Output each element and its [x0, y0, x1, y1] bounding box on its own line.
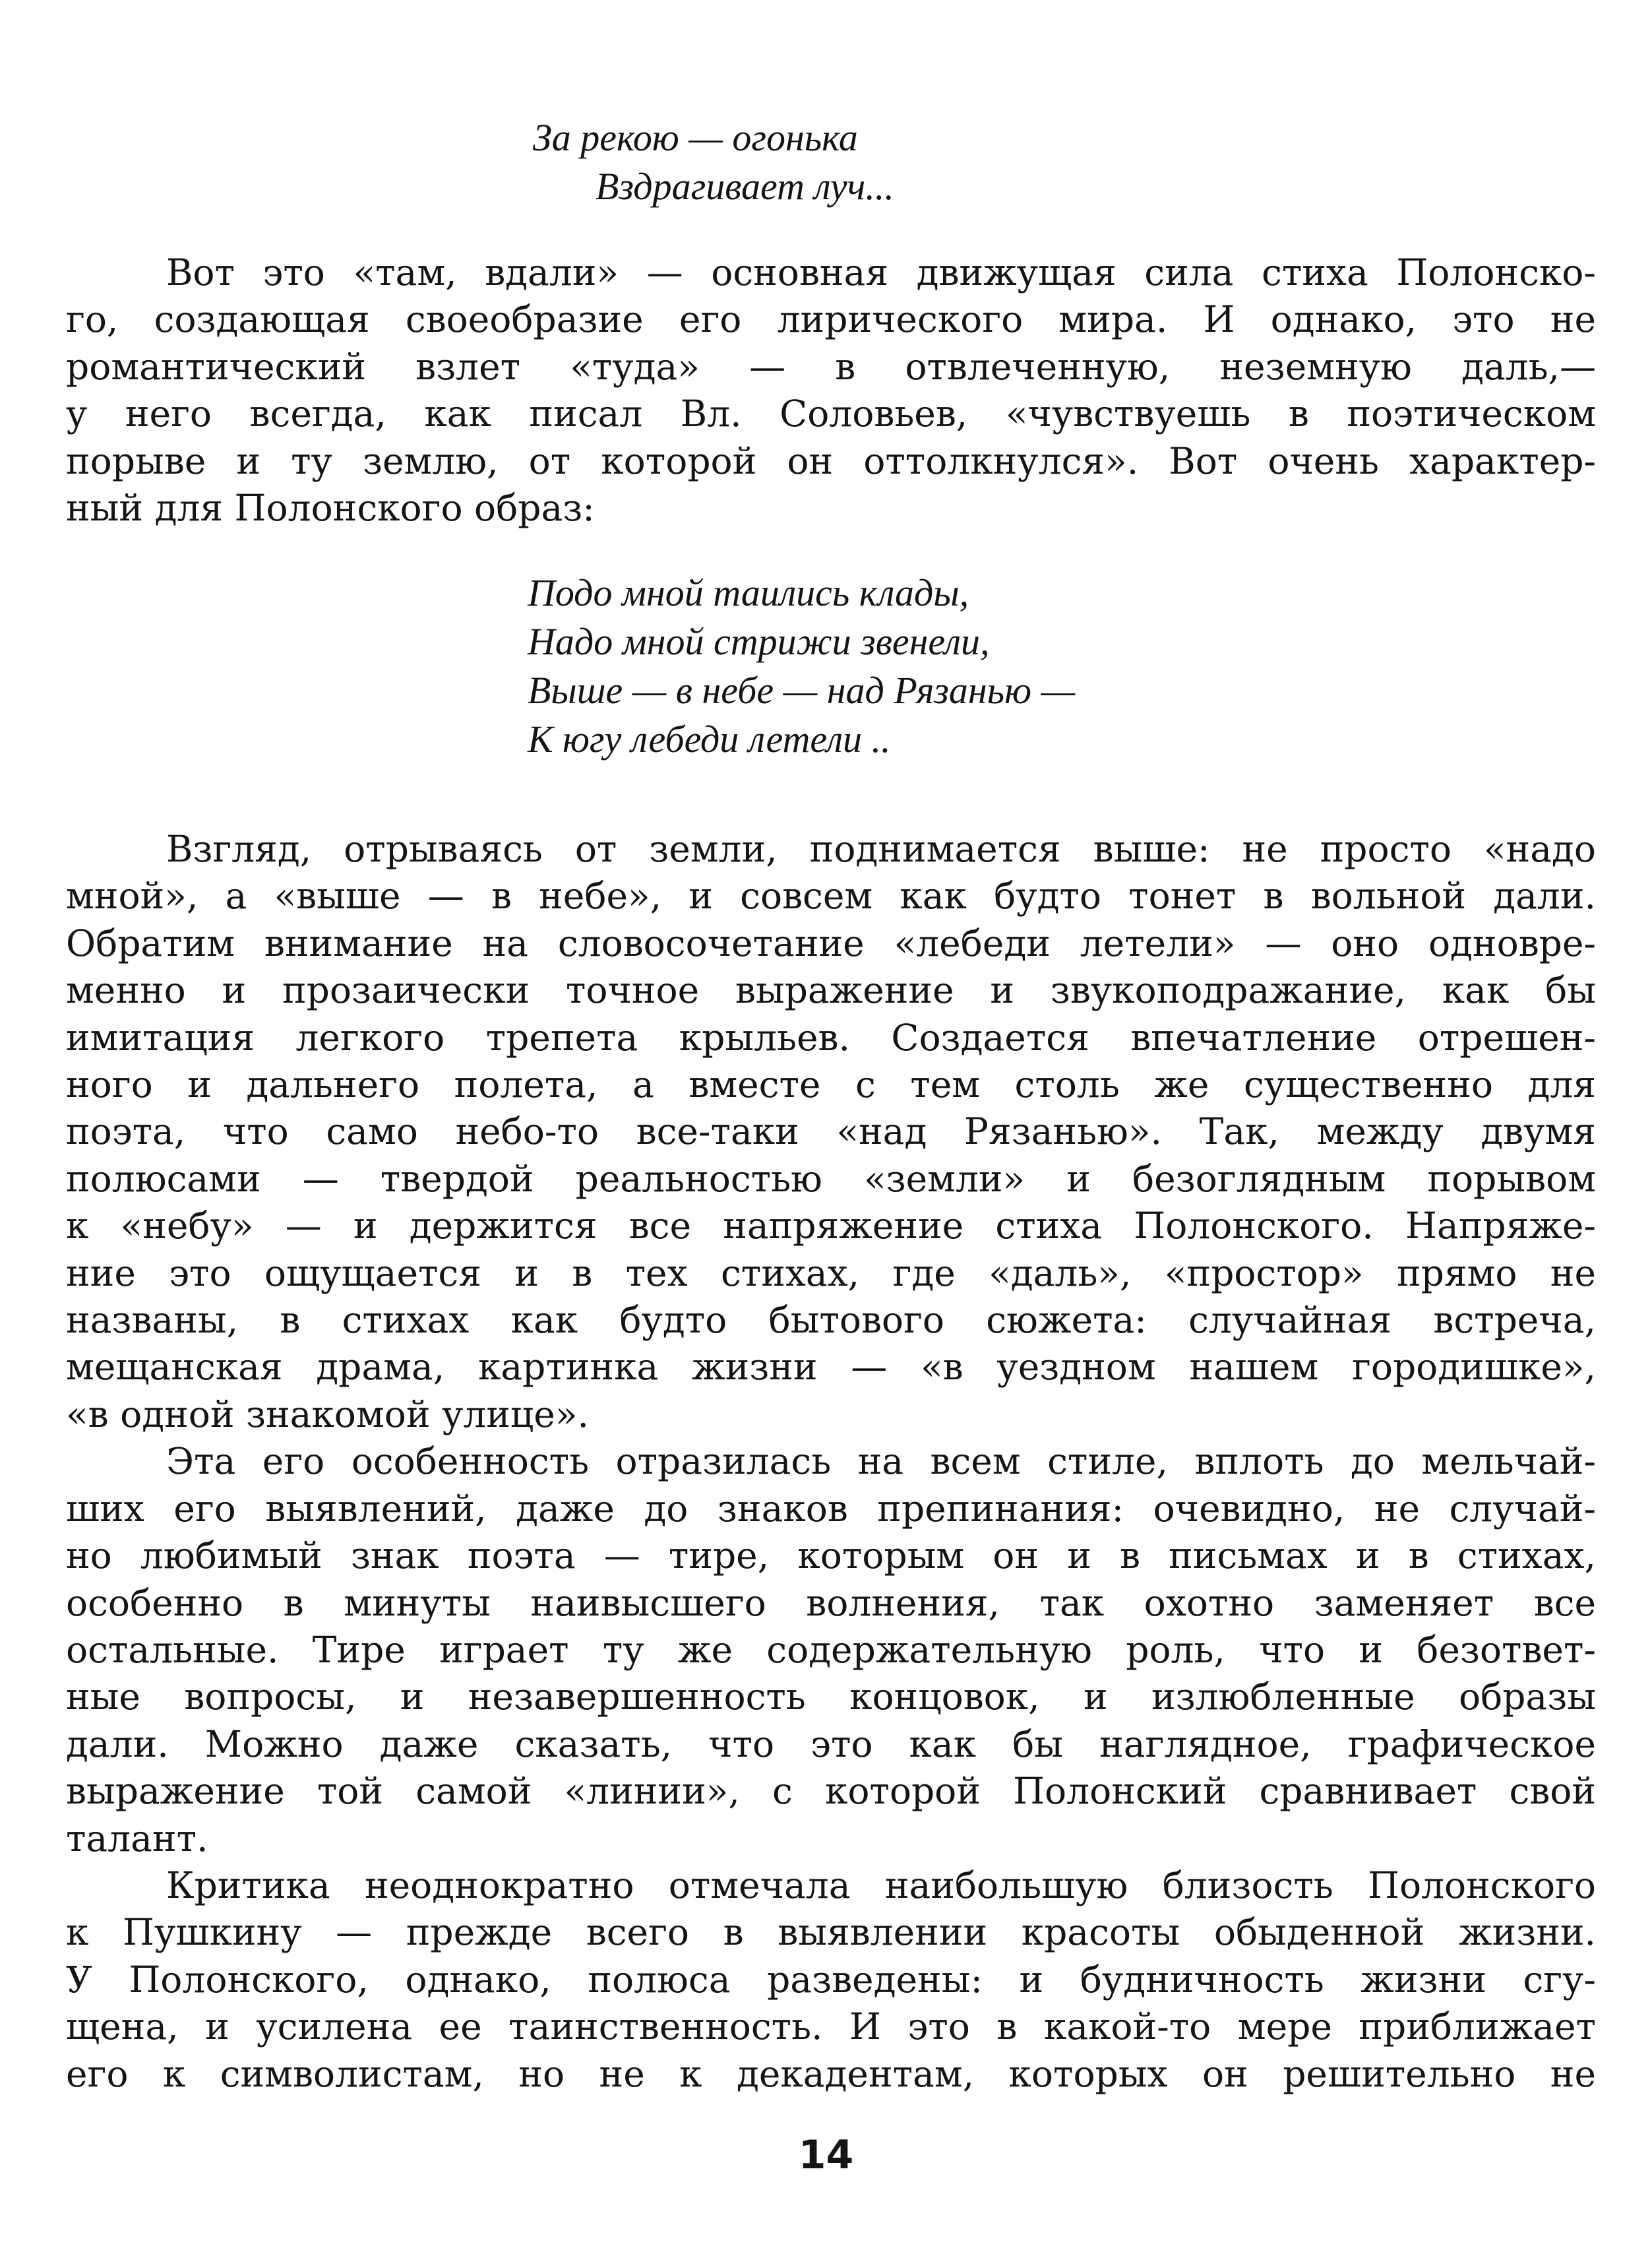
text-line: мещанская драма, картинка жизни — «в уездном нашем городишке»,: [66, 1346, 1596, 1389]
text-line: щена, и усилена ее таинственность. И это в какой-то мере приближает: [66, 2005, 1596, 2048]
text-line: Критика неоднократно отмечала наибольшую близость Полонского: [166, 1864, 1596, 1906]
text-line: талант.: [66, 1817, 208, 1860]
text-block-top: [66, 249, 1596, 532]
text-line: У Полонского, однако, полюса разведены: и будничность жизни сгу-: [66, 1958, 1596, 2001]
text-line: у него всегда, как писал Вл. Соловьев, «чувствуешь в поэтическом: [66, 392, 1596, 435]
text-line: но любимый знак поэта — тире, которым он и в письмах и в стихах,: [66, 1534, 1596, 1577]
text-line: поэта, что само небо-то все-таки «над Рязанью». Так, между двумя: [66, 1110, 1596, 1153]
text-line: Эта его особенность отразилась на всем стиле, вплоть до мельчай-: [166, 1440, 1596, 1483]
text-line: названы, в стихах как будто бытового сюжета: случайная встреча,: [66, 1299, 1596, 1342]
text-line: ших его выявлений, даже до знаков препинания: очевидно, не случай-: [66, 1487, 1596, 1530]
page-number: 14: [798, 2132, 854, 2178]
text-line: ные вопросы, и незавершенность концовок, и излюбленные образы: [66, 1676, 1596, 1718]
text-line: романтический взлет «туда» — в отвлеченную, неземную даль,—: [66, 345, 1596, 388]
text-block-main: [66, 826, 1596, 2098]
text-line: выражение той самой «линии», с которой Полонский сравнивает свой: [66, 1770, 1596, 1813]
text-line: ного и дальнего полета, а вместе с тем столь же существенно для: [66, 1063, 1596, 1106]
text-line: полюсами — твердой реальностью «земли» и безоглядным порывом: [66, 1157, 1596, 1200]
verse-line: Подо мной таились клады,: [528, 571, 969, 614]
paragraph-3: [66, 1438, 1596, 1862]
text-line: дали. Можно даже сказать, что это как бы наглядное, графическое: [66, 1722, 1596, 1765]
text-line: Обратим внимание на словосочетание «лебеди летели» — оно одновре-: [66, 922, 1596, 964]
paragraph-1: [66, 249, 1596, 532]
text-line: к «небу» — и держится все напряжение стиха Полонского. Напряже-: [66, 1205, 1596, 1247]
text-line: особенно в минуты наивысшего волнения, так охотно заменяет все: [66, 1581, 1596, 1624]
quoted-verse: [528, 569, 1075, 764]
verse-line: Надо мной стрижи звенели,: [528, 620, 990, 663]
text-line: его к символистам, но не к декадентам, которых он решительно не: [66, 2052, 1596, 2095]
text-line: Взгляд, отрываясь от земли, поднимается выше: не просто «надо: [166, 828, 1596, 870]
text-line: менно и прозаически точное выражение и звукоподражание, как бы: [66, 969, 1596, 1012]
verse-line: К югу лебеди летели ..: [528, 718, 891, 761]
text-line: ние это ощущается и в тех стихах, где «даль», «простор» прямо не: [66, 1251, 1596, 1294]
text-line: Вот это «там, вдали» — основная движущая сила стиха Полонско-: [166, 251, 1596, 294]
paragraph-2: [66, 826, 1596, 1438]
text-line: имитация легкого трепета крыльев. Создается впечатление отрешен-: [66, 1016, 1596, 1059]
text-line: мной», а «выше — в небе», и совсем как будто тонет в вольной дали.: [66, 875, 1596, 918]
epigraph-verse: [533, 113, 894, 211]
verse-line: Выше — в небе — над Рязанью —: [528, 669, 1076, 712]
verse-line: Вздрагивает луч...: [596, 165, 894, 208]
text-line: остальные. Тире играет ту же содержательную роль, что и безответ-: [66, 1628, 1596, 1671]
text-line: «в одной знакомой улице».: [66, 1393, 589, 1435]
text-line: го, создающая своеобразие его лирического мира. И однако, это не: [66, 298, 1596, 341]
text-line: порыве и ту землю, от которой он оттолкнулся». Вот очень характер-: [66, 439, 1596, 482]
verse-line: За рекою — огонька: [533, 116, 858, 159]
text-line: ный для Полонского образ:: [66, 487, 595, 530]
text-line: к Пушкину — прежде всего в выявлении красоты обыденной жизни.: [66, 1911, 1596, 1954]
paragraph-4: [66, 1862, 1596, 2098]
